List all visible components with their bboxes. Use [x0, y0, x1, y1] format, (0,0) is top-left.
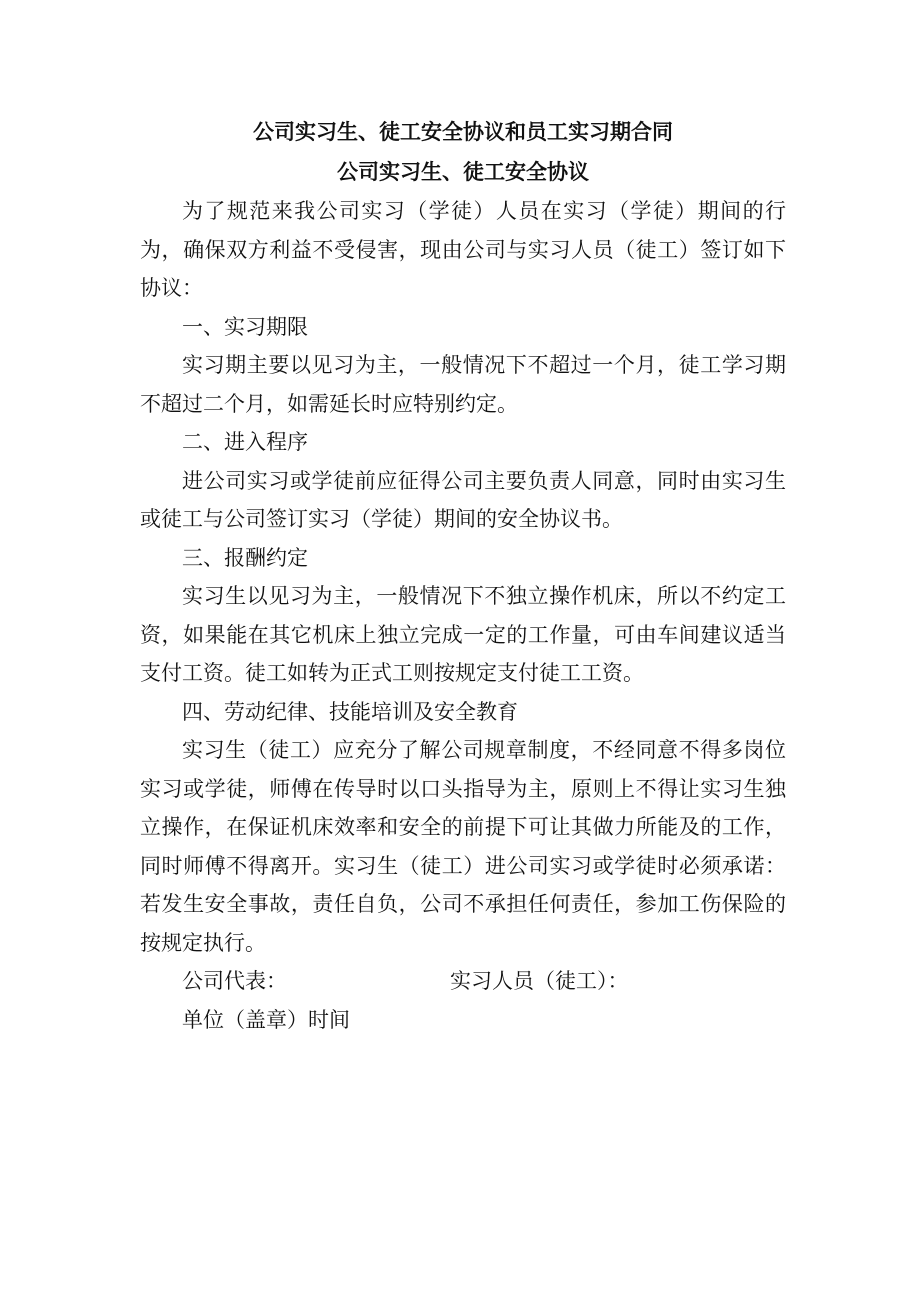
intern-label: 实习人员（徒工）： [450, 969, 629, 993]
intro-paragraph: 为了规范来我公司实习（学徒）人员在实习（学徒）期间的行为，确保双方利益不受侵害，现由公司与实习人员（徒工）签订如下协议： [140, 199, 786, 300]
section-body-discipline: 实习生（徒工）应充分了解公司规章制度，不经同意不得多岗位实习或学徒，师傅在传导时以口头指导为主，原则上不得让实习生独立操作，在保证机床效率和安全的前提下可让其做力所能及的工作，同时师傅不得离开。实习生（徒工）进公司实习或学徒时必须承诺：若发生安全事故，责任自负，公司不承担任何责任，参加工伤保险的按规定执行。 [140, 738, 786, 955]
unit-stamp-time-label: 单位（盖章）时间 [182, 1007, 350, 1032]
document-title: 公司实习生、徒工安全协议和员工实习期合同 [253, 119, 673, 144]
section-body-term: 实习期主要以见习为主，一般情况下不超过一个月，徒工学习期不超过二个月，如需延长时应特别约定。 [140, 353, 786, 416]
section-heading-compensation: 三、报酬约定 [182, 545, 308, 570]
section-heading-term: 一、实习期限 [182, 314, 308, 339]
company-rep-label: 公司代表： [182, 969, 287, 993]
signature-row [140, 962, 786, 1001]
document-subtitle: 公司实习生、徒工安全协议 [337, 159, 589, 184]
section-body-compensation: 实习生以见习为主，一般情况下不独立操作机床，所以不约定工资，如果能在其它机床上独立完成一定的工作量，可由车间建议适当支付工资。徒工如转为正式工则按规定支付徒工工资。 [140, 584, 786, 685]
document-body [140, 112, 786, 1039]
section-body-procedure: 进公司实习或学徒前应征得公司主要负责人同意，同时由实习生或徒工与公司签订实习（学徒）期间的安全协议书。 [140, 468, 786, 531]
section-heading-discipline: 四、劳动纪律、技能培训及安全教育 [182, 699, 518, 724]
section-heading-procedure: 二、进入程序 [182, 430, 308, 454]
